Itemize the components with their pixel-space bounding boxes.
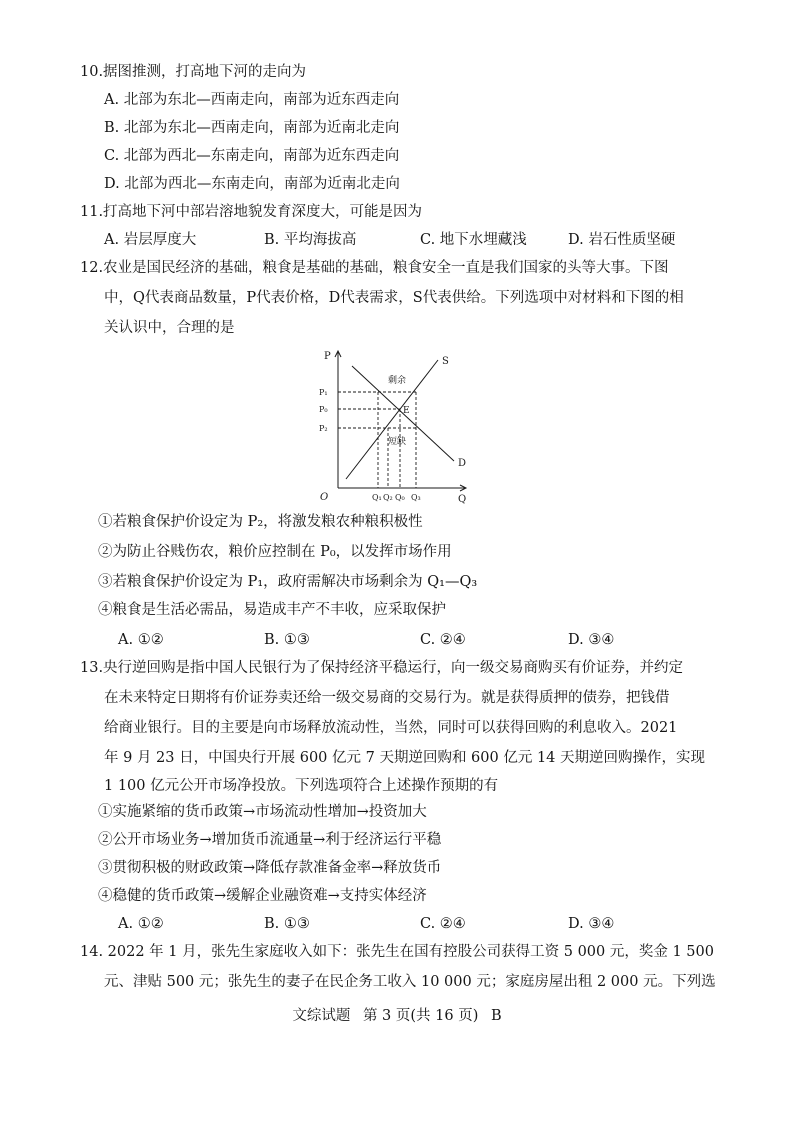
supply-demand-graph <box>308 346 484 506</box>
q14-stem-line-1: 14. 2022 年 1 月，张先生家庭收入如下：张先生在国有控股公司获得工资 5 000 元，奖金 1 500 <box>80 944 714 960</box>
q13-option-c: C. ②④ <box>420 916 466 932</box>
q10-option-d: D. 北部为西北—东南走向，南部为近南北走向 <box>104 176 400 192</box>
p2-tick-label: P₂ <box>319 424 328 433</box>
q12-option-b: B. ①③ <box>264 632 310 648</box>
footer-subject: 文综试题 <box>292 1008 351 1024</box>
q-axis-label: Q <box>458 494 467 505</box>
q13-statement-3: ③贯彻积极的财政政策→降低存款准备金率→释放货币 <box>98 860 442 876</box>
shortage-label: 短缺 <box>388 437 407 447</box>
p1-tick-label: P₁ <box>319 388 328 397</box>
q3-tick-label: Q₃ <box>411 493 421 502</box>
q12-option-c: C. ②④ <box>420 632 466 648</box>
q11-stem: 11.打高地下河中部岩溶地貌发育深度大，可能是因为 <box>80 204 423 220</box>
q13-option-d: D. ③④ <box>568 916 615 932</box>
footer-page-number: 第 3 页(共 16 页) <box>362 1008 479 1024</box>
p-axis-label: P <box>324 351 331 362</box>
q12-option-d: D. ③④ <box>568 632 615 648</box>
q12-stem-line-2: 中，Q代表商品数量，P代表价格，D代表需求，S代表供给。下列选项中对材料和下图的相 <box>104 290 684 306</box>
q12-statement-1: ①若粮食保护价设定为 P₂，将激发粮农种粮积极性 <box>98 514 423 530</box>
q12-stem-line-1: 12.农业是国民经济的基础，粮食是基础的基础，粮食安全一直是我们国家的头等大事。下图 <box>80 260 669 276</box>
q0-tick-label: Q₀ <box>395 493 405 502</box>
q10-stem: 10.据图推测，打高地下河的走向为 <box>80 64 307 80</box>
q12-stem-line-3: 关认识中，合理的是 <box>104 320 235 336</box>
page-footer <box>0 1004 794 1025</box>
q12-statement-4: ④粮食是生活必需品，易造成丰产不丰收，应采取保护 <box>98 602 446 618</box>
q10-option-a: A. 北部为东北—西南走向，南部为近东西走向 <box>104 92 400 108</box>
q11-option-a: A. 岩层厚度大 <box>104 232 197 248</box>
supply-label: S <box>442 356 449 367</box>
q14-stem-line-2: 元、津贴 500 元；张先生的妻子在民企务工收入 10 000 元；家庭房屋出租 2 000 元。下列选 <box>104 974 716 990</box>
q12-option-a: A. ①② <box>118 632 164 648</box>
q13-option-b: B. ①③ <box>264 916 310 932</box>
origin-label: O <box>320 492 329 503</box>
q12-statement-3: ③若粮食保护价设定为 P₁，政府需解决市场剩余为 Q₁—Q₃ <box>98 574 478 590</box>
q10-option-b: B. 北部为东北—西南走向，南部为近南北走向 <box>104 120 400 136</box>
q1-tick-label: Q₁ <box>372 493 382 502</box>
q13-stem-line-2: 在未来特定日期将有价证券卖还给一级交易商的交易行为。就是获得质押的债券，把钱借 <box>104 690 670 706</box>
equilibrium-label: E <box>403 406 410 416</box>
q13-stem-line-5: 1 100 亿元公开市场净投放。下列选项符合上述操作预期的有 <box>104 778 499 794</box>
p0-tick-label: P₀ <box>319 405 328 414</box>
q11-option-b: B. 平均海拔高 <box>264 232 357 248</box>
footer-version: B <box>491 1008 502 1024</box>
q10-option-c: C. 北部为西北—东南走向，南部为近东西走向 <box>104 148 400 164</box>
demand-label: D <box>458 458 467 469</box>
q13-statement-1: ①实施紧缩的货币政策→市场流动性增加→投资加大 <box>98 804 427 820</box>
q13-stem-line-3: 给商业银行。目的主要是向市场释放流动性，当然，同时可以获得回购的利息收入。2021 <box>104 720 678 736</box>
q11-option-d: D. 岩石性质坚硬 <box>568 232 676 248</box>
q12-statement-2: ②为防止谷贱伤农，粮价应控制在 P₀，以发挥市场作用 <box>98 544 452 560</box>
q13-option-a: A. ①② <box>118 916 164 932</box>
surplus-label: 剩余 <box>388 376 407 386</box>
q2-tick-label: Q₂ <box>383 493 393 502</box>
q13-statement-4: ④稳健的货币政策→缓解企业融资难→支持实体经济 <box>98 888 427 904</box>
q13-stem-line-1: 13.央行逆回购是指中国人民银行为了保持经济平稳运行，向一级交易商购买有价证券，并约定 <box>80 660 684 676</box>
q13-statement-2: ②公开市场业务→增加货币流通量→利于经济运行平稳 <box>98 832 442 848</box>
q13-stem-line-4: 年 9 月 23 日，中国央行开展 600 亿元 7 天期逆回购和 600 亿元 14 天期逆回购操作，实现 <box>104 750 706 766</box>
q11-option-c: C. 地下水埋藏浅 <box>420 232 527 248</box>
